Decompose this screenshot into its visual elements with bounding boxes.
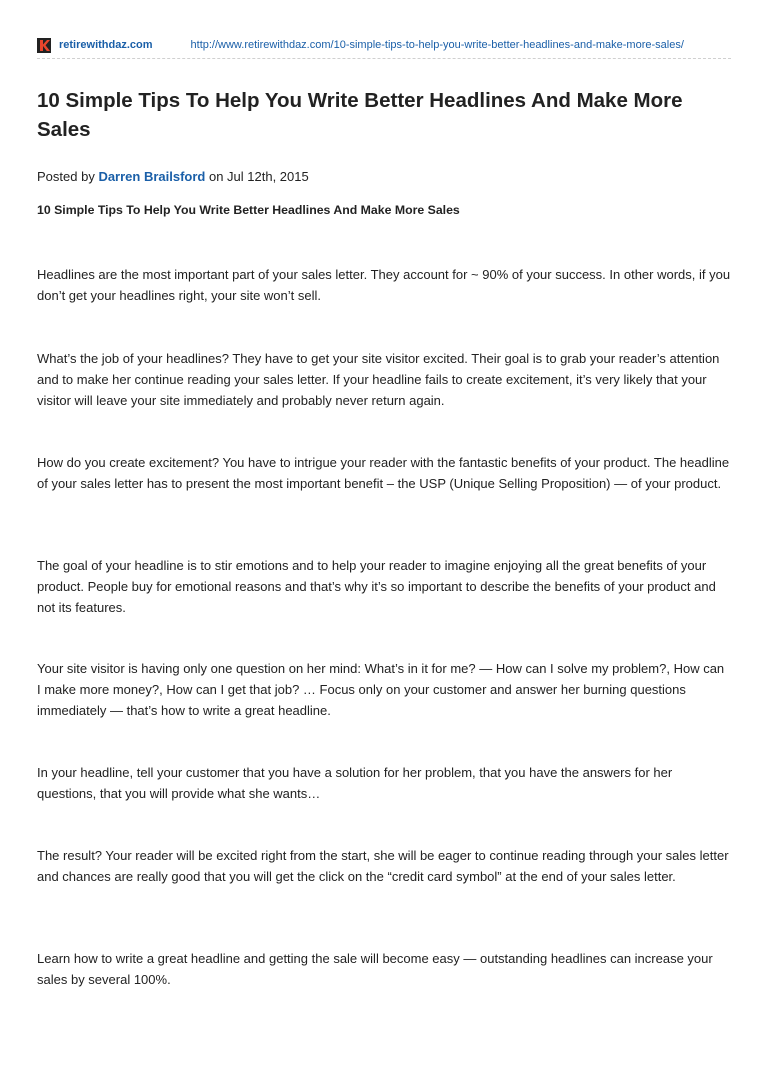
article-subtitle: 10 Simple Tips To Help You Write Better Headlines And Make More Sales bbox=[37, 203, 460, 217]
page-header bbox=[37, 36, 731, 54]
site-logo-icon bbox=[37, 38, 51, 53]
paragraph: The result? Your reader will be excited right from the start, she will be eager to continue reading through your sales letter and chances are really good that you will get the click on the “credit card symbol” at the end of your sales letter. bbox=[37, 848, 729, 884]
paragraph: Learn how to write a great headline and getting the sale will become easy — outstanding headlines can increase your sales by several 100%. bbox=[37, 951, 713, 987]
byline-date: on Jul 12th, 2015 bbox=[205, 169, 309, 184]
paragraph: The goal of your headline is to stir emotions and to help your reader to imagine enjoying all the great benefits of your product. People buy for emotional reasons and that’s why it’s so important to describe the benefits of your product and not its features. bbox=[37, 558, 716, 615]
byline bbox=[37, 168, 731, 186]
paragraph: What’s the job of your headlines? They have to get your site visitor excited. Their goal is to grab your reader’s attention and to make her continue reading your sales letter. If your headline fails to create excitement, it’s very likely that your visitor will leave your site immediately and probably never return again. bbox=[37, 351, 720, 408]
paragraph: Headlines are the most important part of your sales letter. They account for ~ 90% of your success. In other words, if you don’t get your headlines right, your site won’t sell. bbox=[37, 267, 731, 303]
byline-prefix: Posted by bbox=[37, 169, 99, 184]
site-name-link[interactable]: retirewithdaz.com bbox=[59, 39, 153, 51]
paragraph: Your site visitor is having only one question on her mind: What’s in it for me? — How can I solve my problem?, How can I make more money?, How can I get that job? … Focus only on your customer and answer her burning questions immediately — that’s how to write a great headline. bbox=[37, 661, 725, 718]
source-url-link[interactable]: http://www.retirewithdaz.com/10-simple-tips-to-help-you-write-better-headlines-and-make-more-sales/ bbox=[190, 39, 684, 51]
header-divider bbox=[37, 58, 731, 59]
paragraph: In your headline, tell your customer that you have a solution for her problem, that you have the answers for her questions, that you will provide what she wants… bbox=[37, 765, 673, 801]
author-link[interactable]: Darren Brailsford bbox=[98, 169, 206, 184]
paragraph: How do you create excitement? You have to intrigue your reader with the fantastic benefits of your product. The headline of your sales letter has to present the most important benefit – the USP (Unique Selling Proposition) — of your product. bbox=[37, 455, 730, 491]
article-title: 10 Simple Tips To Help You Write Better Headlines And Make More Sales bbox=[37, 89, 683, 141]
